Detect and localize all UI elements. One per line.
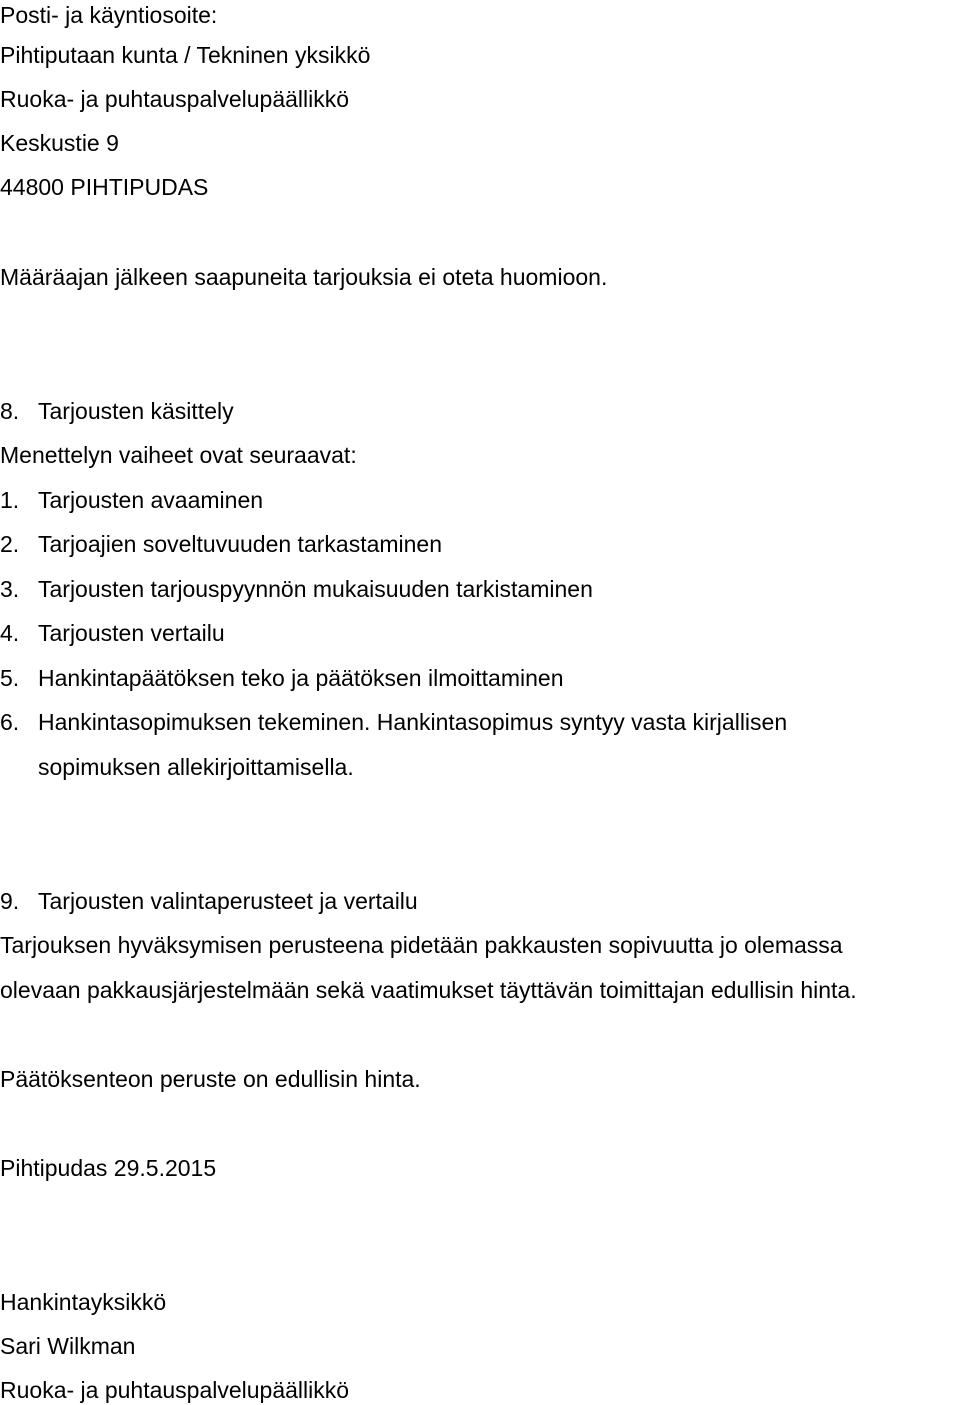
step-text: Tarjousten vertailu bbox=[38, 620, 225, 646]
address-title: Ruoka- ja puhtauspalvelupäällikkö bbox=[0, 86, 350, 112]
section9-heading bbox=[0, 886, 418, 916]
step-item bbox=[0, 707, 787, 737]
place-date: Pihtipudas 29.5.2015 bbox=[0, 1155, 217, 1181]
step-text: Tarjoajien soveltuvuuden tarkastaminen bbox=[38, 531, 443, 557]
step-text: Hankintasopimuksen tekeminen. Hankintasopimus syntyy vasta kirjallisen bbox=[38, 709, 788, 735]
step-text-continuation: sopimuksen allekirjoittamisella. bbox=[38, 754, 354, 780]
step-text: Tarjousten avaaminen bbox=[38, 487, 264, 513]
signature-unit: Hankintayksikkö bbox=[0, 1289, 167, 1315]
section9-number: 9. bbox=[0, 888, 20, 914]
section8-number: 8. bbox=[0, 398, 20, 424]
step-number: 5. bbox=[0, 665, 20, 691]
address-org: Pihtiputaan kunta / Tekninen yksikkö bbox=[0, 42, 371, 68]
step-item bbox=[0, 574, 593, 604]
step-text: Hankintapäätöksen teko ja päätöksen ilmoittaminen bbox=[38, 665, 564, 691]
step-item bbox=[0, 663, 564, 693]
step-number: 2. bbox=[0, 531, 20, 557]
section8-heading bbox=[0, 396, 234, 426]
address-heading: Posti- ja käyntiosoite: bbox=[0, 2, 218, 28]
step-number: 1. bbox=[0, 487, 20, 513]
decision-basis: Päätöksenteon peruste on edullisin hinta. bbox=[0, 1066, 421, 1092]
step-item bbox=[0, 529, 442, 559]
step-number: 6. bbox=[0, 709, 20, 735]
section8-title: Tarjousten käsittely bbox=[38, 398, 234, 424]
address-postal: 44800 PIHTIPUDAS bbox=[0, 174, 209, 200]
section8-intro: Menettelyn vaiheet ovat seuraavat: bbox=[0, 442, 357, 468]
section9-paragraph-line2: olevaan pakkausjärjestelmään sekä vaatimukset täyttävän toimittajan edullisin hinta. bbox=[0, 977, 857, 1003]
deadline-note: Määräajan jälkeen saapuneita tarjouksia ei oteta huomioon. bbox=[0, 264, 608, 290]
step-item bbox=[0, 485, 263, 515]
step-text: Tarjousten tarjouspyynnön mukaisuuden tarkistaminen bbox=[38, 576, 593, 602]
step-item bbox=[0, 618, 225, 648]
step-number: 3. bbox=[0, 576, 20, 602]
section9-title: Tarjousten valintaperusteet ja vertailu bbox=[38, 888, 418, 914]
section9-paragraph-line1: Tarjouksen hyväksymisen perusteena pidetään pakkausten sopivuutta jo olemassa bbox=[0, 932, 843, 958]
step-number: 4. bbox=[0, 620, 20, 646]
signature-title: Ruoka- ja puhtauspalvelupäällikkö bbox=[0, 1377, 350, 1403]
signature-name: Sari Wilkman bbox=[0, 1333, 136, 1359]
address-street: Keskustie 9 bbox=[0, 130, 119, 156]
